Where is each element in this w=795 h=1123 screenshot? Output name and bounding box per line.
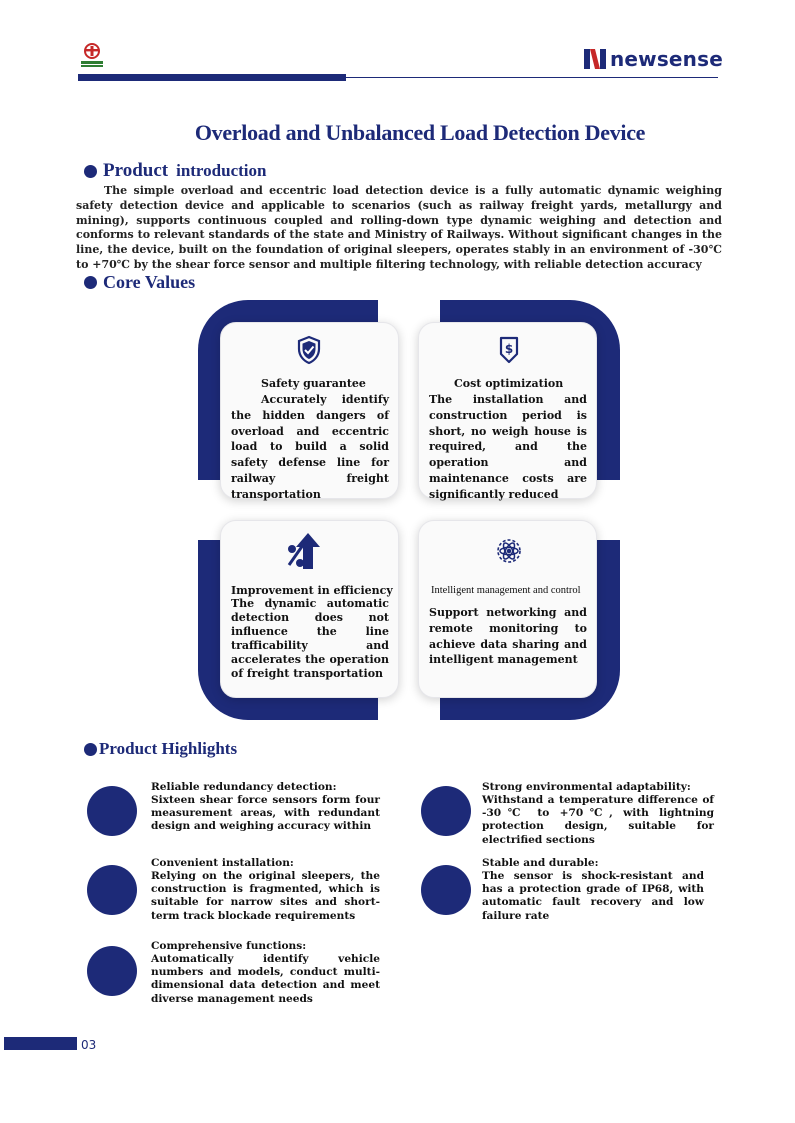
highlight-body: Withstand a temperature difference of -30℃ to +70℃, with lightning protection design, suitable for electrified sections <box>482 794 714 846</box>
heading-sub: introduction <box>176 161 267 180</box>
section-heading-core-values <box>84 272 195 293</box>
core-value-card <box>418 322 597 499</box>
highlight-title: Comprehensive functions: <box>151 940 307 952</box>
highlight-bullet <box>421 786 471 836</box>
highlight-body: Automatically identify vehicle numbers and models, conduct multi-dimensional data detection and meet diverse management needs <box>151 953 380 1005</box>
svg-text:$: $ <box>504 342 514 356</box>
page-number: 03 <box>81 1038 97 1052</box>
card-body: Support networking and remote monitoring to achieve data sharing and intelligent management <box>429 606 587 667</box>
card-body: The dynamic automatic detection does not influence the line trafficability and accelerates the operation of freight transportation <box>231 597 389 680</box>
card-title: Intelligent management and control <box>431 585 581 596</box>
bullet-dot <box>84 743 97 756</box>
highlight-title: Convenient installation: <box>151 857 294 869</box>
highlight-bullet <box>421 865 471 915</box>
highlight-bullet <box>87 946 137 996</box>
core-value-card <box>418 520 597 698</box>
percent-arrow-up-icon <box>286 531 322 571</box>
section-heading-intro <box>84 160 266 182</box>
card-body: Accurately identify the hidden dangers of overload and eccentric load to build a solid safety defense line for railway freight transportation <box>231 393 389 501</box>
card-title: Cost optimization <box>454 377 564 390</box>
core-value-card <box>220 520 399 698</box>
newsense-n-logo-icon <box>584 49 606 69</box>
heading-core-values: Core Values <box>103 272 196 292</box>
highlight-bullet <box>87 786 137 836</box>
card-title: Improvement in efficiency <box>231 584 393 597</box>
heading-main: Product <box>103 160 169 181</box>
page-title: Overload and Unbalanced Load Detection Device <box>194 120 646 145</box>
bullet-dot <box>84 276 97 289</box>
highlight-title: Reliable redundancy detection: <box>151 781 337 793</box>
highlight-body: The sensor is shock-resistant and has a protection grade of IP68, with automatic fault recovery and low failure rate <box>482 870 704 922</box>
highlight-title: Stable and durable: <box>482 857 599 869</box>
highlight-bullet <box>87 865 137 915</box>
highlight-title: Strong environmental adaptability: <box>482 781 691 793</box>
card-title: Safety guarantee <box>261 377 366 390</box>
section-heading-highlights <box>84 739 237 759</box>
footer-accent-bar <box>4 1037 77 1050</box>
brand-logo <box>584 48 723 70</box>
highlight-body: Sixteen shear force sensors form four measurement areas, with redundant design and weighing accuracy within <box>151 794 380 833</box>
shield-check-icon <box>296 335 322 365</box>
brand-name: newsense <box>609 47 723 71</box>
core-value-card <box>220 322 399 499</box>
heading-highlights: Product Highlights <box>99 739 238 758</box>
intro-paragraph: The simple overload and eccentric load detection device is a fully automatic dynamic weighing safety detection device and applicable to scenarios (such as railway freight yards, metallurgy and mining), supports continuous coupled and rolling-down type dynamic weighing and detection and conforms to relevant standards of the state and Ministry of Railways. Without significant changes in the line, the device, built on the foundation of original sleepers, operates stably in an environment of -30℃ to +70℃ by the shear force sensor and multiple filtering technology, with reliable detection accuracy <box>76 184 722 271</box>
company-emblem-icon <box>78 42 106 70</box>
atom-gear-icon <box>495 537 523 565</box>
header-accent-bar <box>78 74 346 81</box>
dollar-house-icon <box>496 335 522 365</box>
bullet-dot <box>84 165 97 178</box>
card-body: The installation and construction period is short, no weigh house is required, and the operation and maintenance costs are significantly reduced <box>429 393 587 501</box>
highlight-body: Relying on the original sleepers, the construction is fragmented, which is suitable for narrow sites and short-term track blockade requirements <box>151 870 380 922</box>
